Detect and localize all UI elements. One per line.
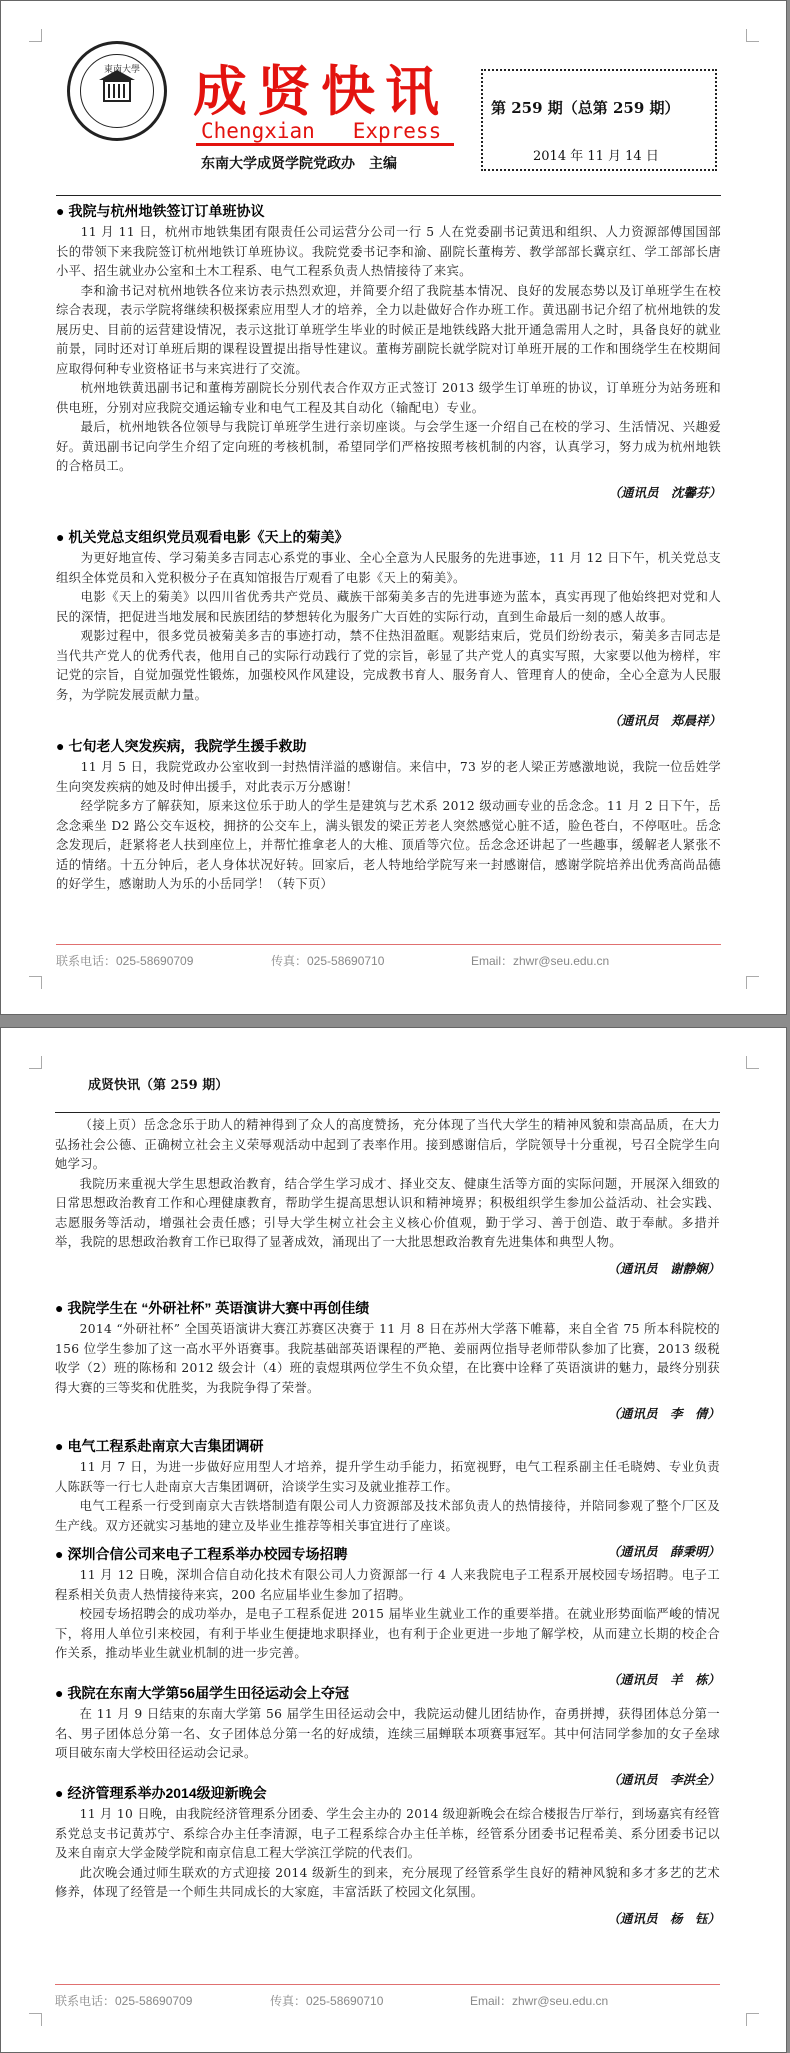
article-paragraph: 为更好地宣传、学习菊美多吉同志心系党的事业、全心全意为人民服务的先进事迹，11 月 12 日下午，机关党总支组织全体党员和入党积极分子在真知馆报告厅观看了电影《天上的菊美》。 xyxy=(56,551,721,585)
article-6 xyxy=(55,1544,720,1688)
article-author: （通讯员 沈馨芬） xyxy=(608,484,721,500)
footer-fax: 传真：025-58690710 xyxy=(271,954,385,968)
running-head-divider xyxy=(55,1112,720,1113)
article-paragraph: 11 月 10 日晚，由我院经济管理系分团委、学生会主办的 2014 级迎新晚会在综合楼报告厅举行，到场嘉宾有经管系党总支书记黄苏宁、系综合办主任李清源，电子工程系综合办主任羊栋，经管系分团委书记程希美、系分团委书记以及来自南京大学金陵学院和南京信息工程大学滨江学院的代表们。 xyxy=(55,1807,720,1860)
article-title: ● 七旬老人突发疾病，我院学生援手救助 xyxy=(56,738,307,754)
title-underline xyxy=(196,143,454,146)
article-author: （通讯员 羊 栋） xyxy=(607,1671,720,1687)
footer-phone: 联系电话：025-58690709 xyxy=(55,1994,193,2008)
article-paragraph: （接上页）岳念念乐于助人的精神得到了众人的高度赞扬，充分体现了当代大学生的精神风貌和崇高品质，在大力弘扬社会公德、正确树立社会主义荣辱观活动中起到了表率作用。接到感谢信后，学院领导十分重视，号召全院学生向她学习。 xyxy=(55,1118,720,1171)
article-continued xyxy=(55,1116,720,1277)
crop-mark xyxy=(29,976,42,989)
newsletter-title: 成贤快讯 xyxy=(193,59,449,123)
footer-email: Email：zhwr@seu.edu.cn xyxy=(471,954,610,968)
issue-number: 第 259 期（总第 259 期） xyxy=(491,99,680,117)
article-paragraph: 11 月 11 日，杭州市地铁集团有限责任公司运营分公司一行 5 人在党委副书记黄迅和组织、人力资源部傅国国部长的带领下来我院签订杭州地铁订单班协议。我院党委书记李和渝、副院长董梅芳、教学部部长冀京红、学工部部长唐小平、招生就业办公室和土木工程系、电气工程系负责人热情接待了来宾。 xyxy=(56,225,721,278)
article-paragraph: 11 月 7 日，为进一步做好应用型人才培养，提升学生动手能力，拓宽视野，电气工程系副主任毛晓娉、专业负责人陈跃等一行七人赴南京大吉集团调研，洽谈学生实习及就业推荐工作。 xyxy=(55,1460,720,1494)
article-4 xyxy=(55,1298,720,1422)
article-paragraph: 2014 “外研社杯” 全国英语演讲大赛江苏赛区决赛于 11 月 8 日在苏州大学落下帷幕，来自全省 75 所本科院校的 156 位学生参加了这一高水平外语赛事。我院基础部英语课程的严艳、姜丽两位指导老师带队参加了比赛，2013 级税收学（2）班的陈杨和 2012 级会计（4）班的袁煜琪两位学生不负众望，在比赛中诠释了英语演讲的魅力，最终分别获得大赛的三等奖和优胜奖，为我院争得了荣誉。 xyxy=(55,1322,720,1395)
article-title: ● 机关党总支组织党员观看电影《天上的菊美》 xyxy=(56,529,349,545)
article-paragraph: 李和渝书记对杭州地铁各位来访表示热烈欢迎，并简要介绍了我院基本情况、良好的发展态势以及订单班学生在校综合表现，表示学院将继续积极探索应用型人才的培养，全力以赴做好合作办班工作。黄迅副书记介绍了杭州地铁的发展历史、目前的运营建设情况，表示这批订单班学生毕业的时候正是地铁线路大批开通急需用人之时，具备良好的就业前景，同时还对订单班后期的课程设置提出指导性建议。董梅芳副院长就学院对订单班开展的工作和围绕学生在校期间应取得何种专业资格证书与来宾进行了交流。 xyxy=(56,283,721,376)
article-title: ● 深圳合信公司来电子工程系举办校园专场招聘 xyxy=(55,1546,348,1562)
footer-fax: 传真：025-58690710 xyxy=(270,1994,384,2008)
crop-mark xyxy=(746,976,759,989)
article-paragraph: 此次晚会通过师生联欢的方式迎接 2014 级新生的到来，充分展现了经管系学生良好的精神风貌和多才多艺的艺术修养，体现了经管是一个师生共同成长的大家庭，丰富活跃了校园文化氛围。 xyxy=(55,1865,720,1899)
article-3 xyxy=(56,736,721,895)
crop-mark xyxy=(29,1056,42,1069)
article-paragraph: 我院历来重视大学生思想政治教育，结合学生学习成才、择业交友、健康生活等方面的实际问题，开展深入细致的日常思想政治教育工作和心理健康教育，帮助学生提高思想认识和精神境界；积极组织学生参加公益活动、社会实践、志愿服务等活动，增强社会责任感；引导大学生树立社会主义核心价值观，勤于学习、善于创造、敢于奉献。多措并举，我院的思想政治教育工作已取得了显著成效，涌现出了一大批思想政治教育先进集体和典型人物。 xyxy=(55,1176,720,1249)
article-paragraph: 杭州地铁黄迅副书记和董梅芳副院长分别代表合作双方正式签订 2013 级学生订单班的协议，订单班分为站务班和供电班，分别对应我院交通运输专业和电气工程及其自动化（输配电）专业。 xyxy=(56,381,721,415)
crop-mark xyxy=(746,1056,759,1069)
issue-date: 2014 年 11 月 14 日 xyxy=(533,149,659,164)
article-author: （通讯员 谢静娴） xyxy=(607,1260,720,1276)
article-paragraph: 11 月 12 日晚，深圳合信自动化技术有限公司人力资源部一行 4 人来我院电子工程系开展校园专场招聘。电子工程系相关负责人热情接待来宾，200 名应届毕业生参加了招聘。 xyxy=(55,1568,720,1602)
article-title: ● 我院与杭州地铁签订订单班协议 xyxy=(56,203,265,219)
article-paragraph: 11 月 5 日，我院党政办公室收到一封热情洋溢的感谢信。来信中，73 岁的老人梁正芳感激地说，我院一位岳姓学生向突发疾病的她及时伸出援手，对此表示万分感谢！ xyxy=(56,760,721,794)
crop-mark xyxy=(746,29,759,42)
article-paragraph: 校园专场招聘会的成功举办，是电子工程系促进 2015 届毕业生就业工作的重要举措。在就业形势面临严峻的情况下，将用人单位引来校园，有利于毕业生便捷地求职择业，也有利于企业更进一步地了解学校，从而建立长期的校企合作关系，推动毕业生就业机制的进一步完善。 xyxy=(55,1607,720,1660)
crop-mark xyxy=(29,29,42,42)
footer-email: Email：zhwr@seu.edu.cn xyxy=(470,1994,609,2008)
article-5 xyxy=(55,1436,720,1560)
article-author: （通讯员 薛秉明） xyxy=(607,1544,720,1559)
article-title: ● 我院在东南大学第56届学生田径运动会上夺冠 xyxy=(55,1685,350,1701)
crop-mark xyxy=(29,2013,42,2026)
crop-mark xyxy=(746,2013,759,2026)
article-title: ● 我院学生在 “外研社杯” 英语演讲大赛中再创佳绩 xyxy=(55,1300,370,1316)
university-seal-logo: 東南大學 xyxy=(67,41,167,141)
article-paragraph: 电影《天上的菊美》以四川省优秀共产党员、藏族干部菊美多吉的先进事迹为蓝本，真实再现了他始终把对党和人民的深情，把促进当地发展和民族团结的梦想转化为服务广大百姓的实际行动，直到生命最后一刻的感人故事。 xyxy=(56,590,721,624)
article-author: （通讯员 郑晨祥） xyxy=(608,713,721,728)
article-paragraph: 观影过程中，很多党员被菊美多吉的事迹打动，禁不住热泪盈眶。观影结束后，党员们纷纷表示，菊美多吉同志是当代共产党人的优秀代表，他用自己的实际行动践行了党的宗旨，彰显了共产党人的真实写照，大家要以他为榜样，牢记党的宗旨，自觉加强党性锻炼，加强校风作风建设，完成教书育人、服务育人、管理育人的使命，全心全意为人民服务，为学院发展贡献力量。 xyxy=(56,629,721,702)
article-paragraph: 在 11 月 9 日结束的东南大学第 56 届学生田径运动会中，我院运动健儿团结协作，奋勇拼搏，获得团体总分第一名、男子团体总分第一名、女子团体总分第一名的好成绩，连续三届蝉联本项赛事冠军。其中何洁同学参加的女子垒球项目破东南大学校田径运动会记录。 xyxy=(55,1707,720,1760)
article-author: （通讯员 李洪全） xyxy=(607,1771,720,1787)
header-divider xyxy=(56,195,721,196)
footer-phone: 联系电话：025-58690709 xyxy=(56,954,194,968)
article-title: ● 经济管理系举办2014级迎新晚会 xyxy=(55,1785,267,1801)
page-1 xyxy=(0,0,787,1015)
article-author: （通讯员 杨 钰） xyxy=(607,1910,720,1926)
running-head: 成贤快讯（第 259 期） xyxy=(88,1078,229,1093)
article-1 xyxy=(56,201,721,501)
article-2 xyxy=(56,527,721,729)
article-7 xyxy=(55,1683,720,1788)
article-paragraph: 经学院多方了解获知，原来这位乐于助人的学生是建筑与艺术系 2012 级动画专业的岳念念。11 月 2 日下午，岳念念乘坐 D2 路公交车返校，拥挤的公交车上，满头银发的梁正芳老人突然感觉心脏不适，脸色苍白，不停呕吐。岳念念发现后，赶紧将老人扶到座位上，并帮忙推拿老人的大椎、顶盾等穴位。岳念念还讲起了一些趣事，缓解老人紧张不适的情绪。十五分钟后，老人身体状况好转。回家后，老人特地给学院写来一封感谢信，感谢学院培养出优秀高尚品德的好学生，感谢助人为乐的小岳同学！（转下页） xyxy=(56,799,721,891)
article-8 xyxy=(55,1783,720,1927)
article-author: （通讯员 李 倩） xyxy=(607,1406,720,1421)
article-paragraph: 最后，杭州地铁各位领导与我院订单班学生进行亲切座谈。与会学生逐一介绍自己在校的学习、生活情况、兴趣爱好。黄迅副书记向学生介绍了定向班的考核机制，希望同学们严格按照考核机制的内容，认真学习，努力成为杭州地铁的合格员工。 xyxy=(56,420,721,473)
editor-line: 东南大学成贤学院党政办 主编 xyxy=(201,156,397,172)
article-title: ● 电气工程系赴南京大吉集团调研 xyxy=(55,1438,264,1454)
article-paragraph: 电气工程系一行受到南京大吉铁塔制造有限公司人力资源部及技术部负责人的热情接待，并陪同参观了整个厂区及生产线。双方还就实习基地的建立及毕业生推荐等相关事宜进行了座谈。 xyxy=(55,1499,720,1533)
newsletter-title-en: Chengxian Express xyxy=(201,119,442,143)
